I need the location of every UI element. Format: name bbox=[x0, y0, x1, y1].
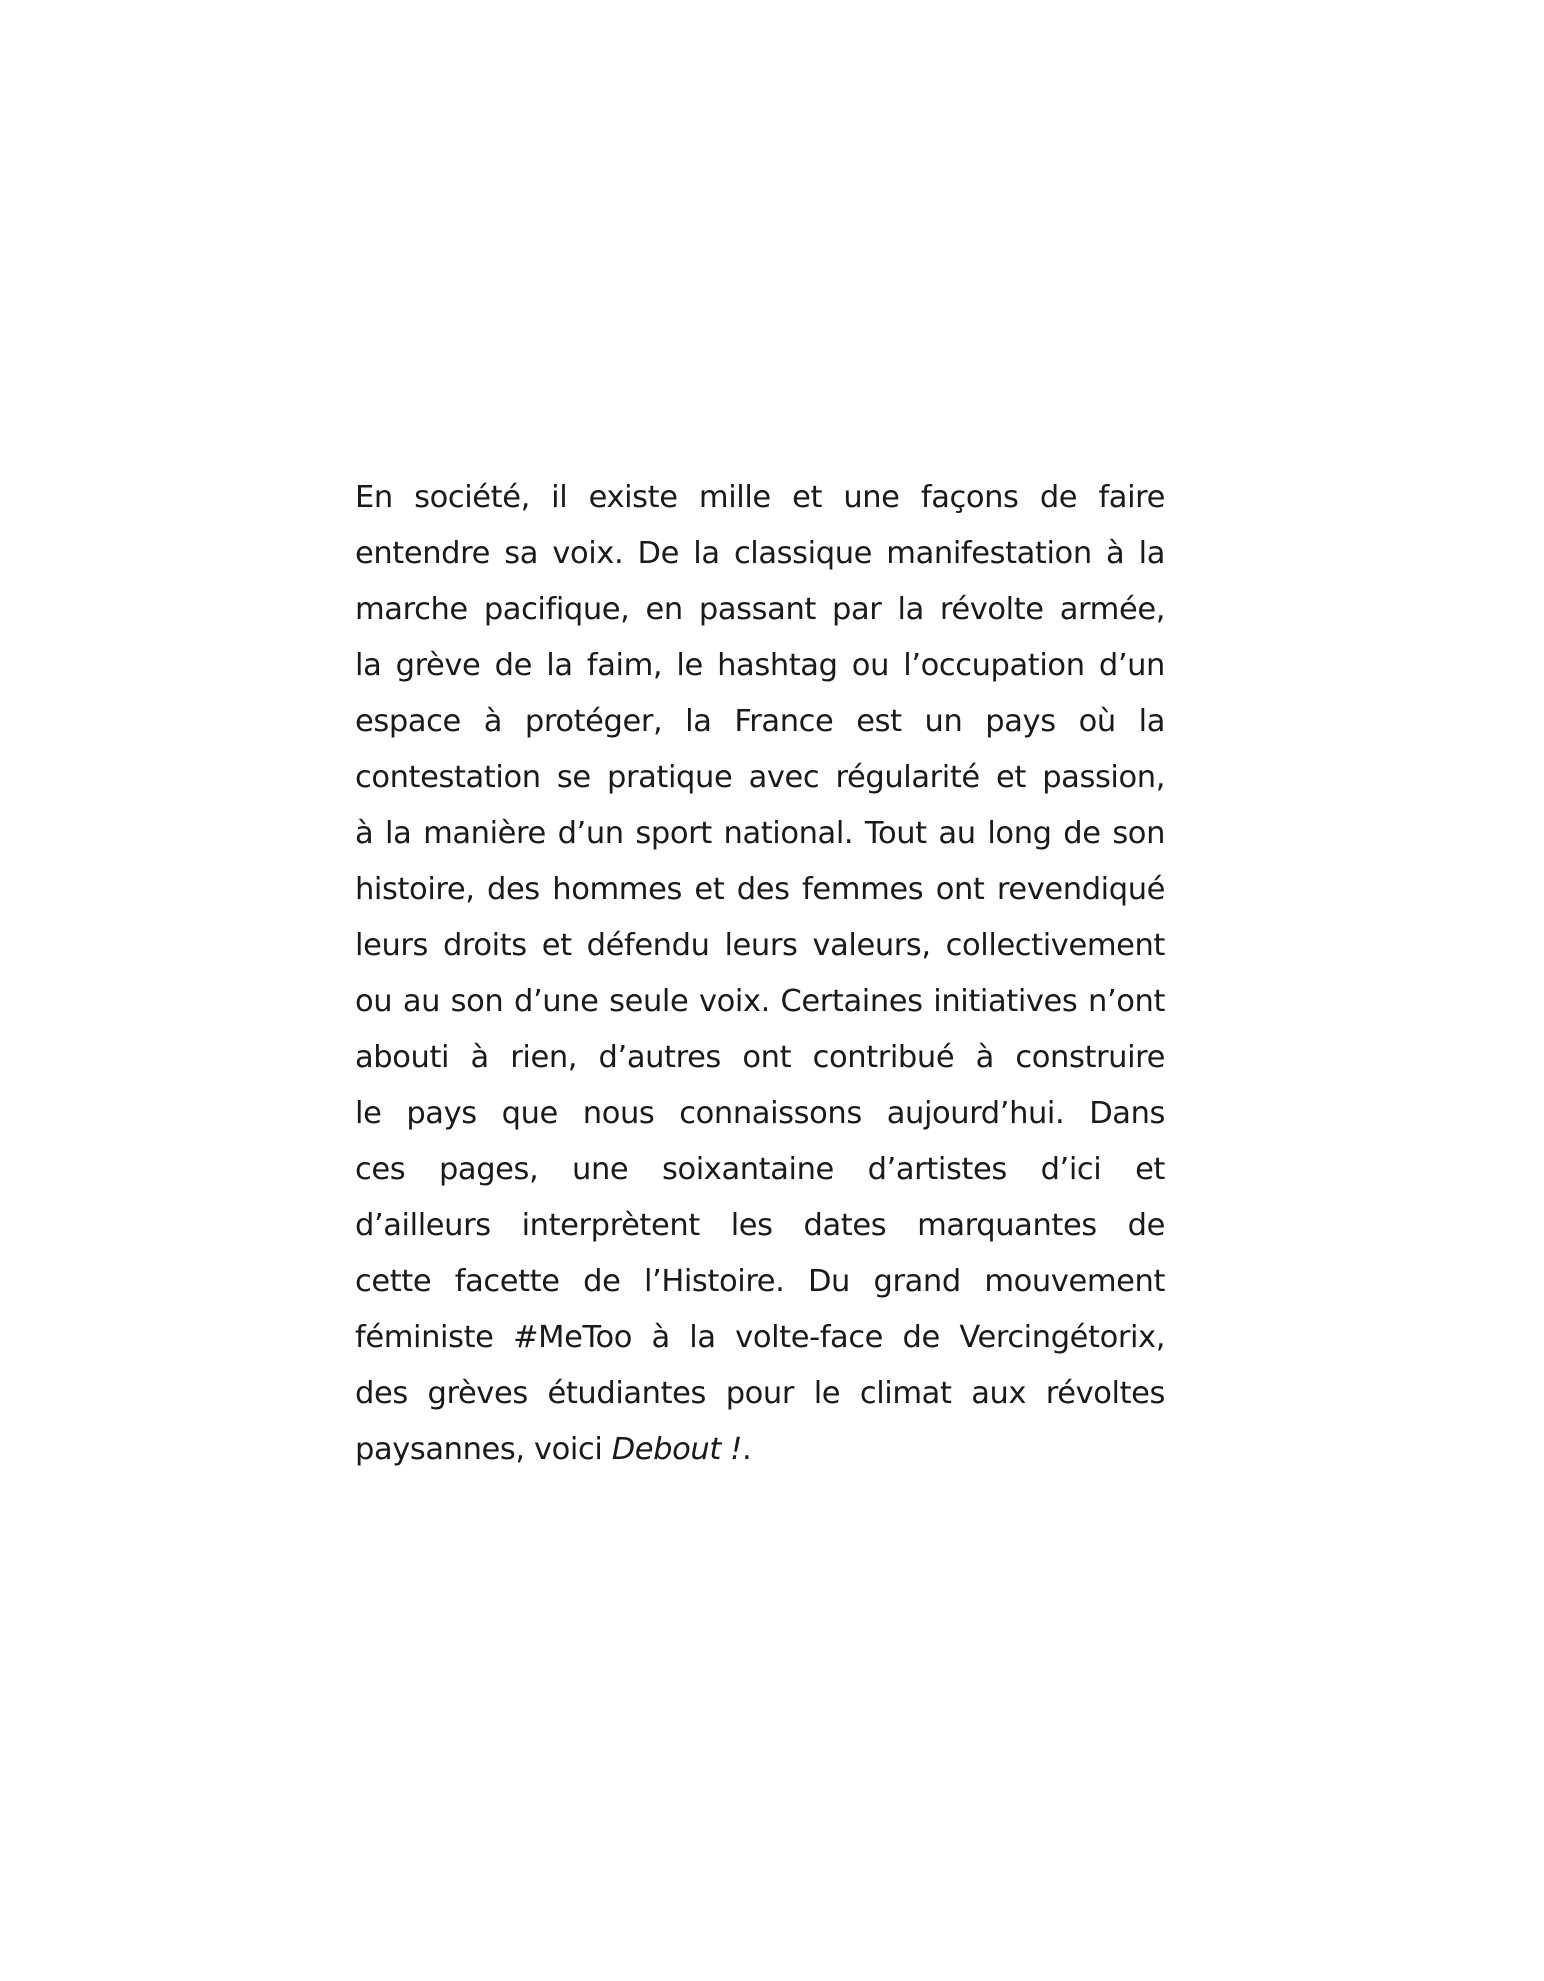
paragraph-line-9: leurs droits et défendu leurs valeurs, collectivement bbox=[355, 928, 1165, 963]
paragraph-line-15: cette facette de l’Histoire. Du grand mouvement bbox=[355, 1264, 1165, 1299]
paragraph-line-18 bbox=[355, 1422, 1165, 1478]
paragraph-line-2: entendre sa voix. De la classique manifestation à la bbox=[355, 536, 1165, 571]
paragraph-line-6: contestation se pratique avec régularité et passion, bbox=[355, 760, 1165, 795]
paragraph-line-13: ces pages, une soixantaine d’artistes d’ici et bbox=[355, 1152, 1165, 1187]
paragraph-line-10: ou au son d’une seule voix. Certaines initiatives n’ont bbox=[355, 984, 1165, 1019]
paragraph-line-7: à la manière d’un sport national. Tout au long de son bbox=[355, 816, 1165, 851]
paragraph-line-14: d’ailleurs interprètent les dates marquantes de bbox=[355, 1208, 1165, 1243]
book-title: Debout ! bbox=[611, 1432, 743, 1467]
paragraph-line-17: des grèves étudiantes pour le climat aux révoltes bbox=[355, 1376, 1165, 1411]
paragraph-line-1: En société, il existe mille et une façons de faire bbox=[355, 480, 1165, 515]
paragraph-line-12: le pays que nous connaissons aujourd’hui. Dans bbox=[355, 1096, 1165, 1131]
last-line-suffix: . bbox=[742, 1432, 752, 1467]
paragraph-line-3: marche pacifique, en passant par la révolte armée, bbox=[355, 592, 1165, 627]
paragraph-line-5: espace à protéger, la France est un pays où la bbox=[355, 704, 1165, 739]
intro-paragraph bbox=[355, 470, 1165, 1478]
last-line-prefix: paysannes, voici bbox=[355, 1432, 612, 1467]
paragraph-line-4: la grève de la faim, le hashtag ou l’occupation d’un bbox=[355, 648, 1165, 683]
paragraph-line-11: abouti à rien, d’autres ont contribué à construire bbox=[355, 1040, 1165, 1075]
paragraph-line-8: histoire, des hommes et des femmes ont revendiqué bbox=[355, 872, 1165, 907]
paragraph-line-16: féministe #MeToo à la volte-face de Vercingétorix, bbox=[355, 1320, 1165, 1355]
